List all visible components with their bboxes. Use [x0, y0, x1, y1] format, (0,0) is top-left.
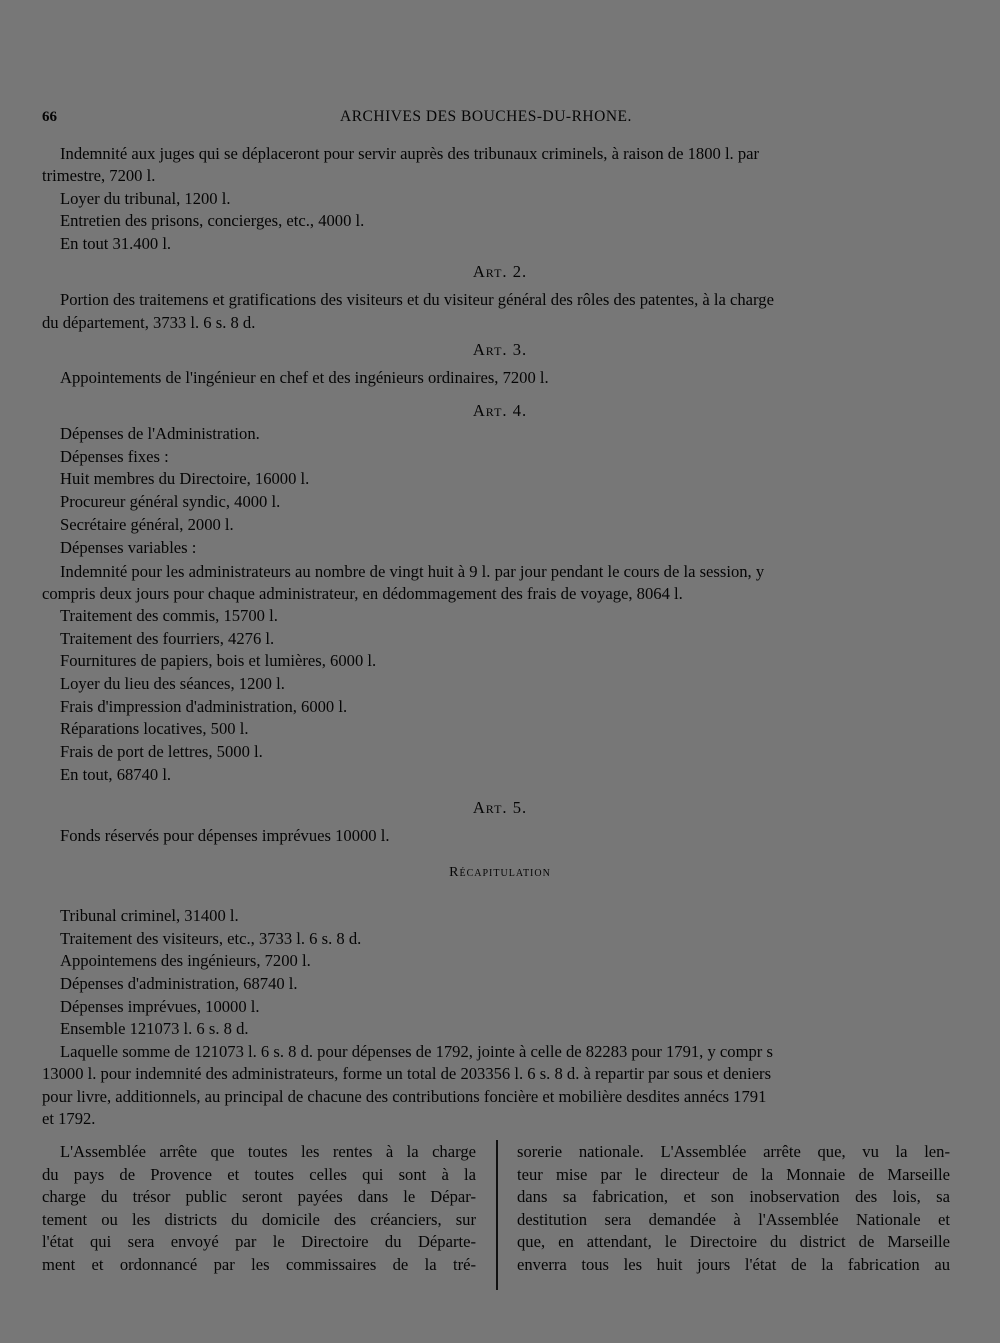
- recap-item: Appointemens des ingénieurs, 7200 l.: [60, 951, 311, 970]
- art2-line: Portion des traitemens et gratifications des visiteurs et du visiteur général des rôles des patentes, à la charge: [60, 290, 774, 309]
- art4-item: Frais d'impression d'administration, 6000 l.: [60, 697, 348, 716]
- column-line: destitution sera demandée à l'Assemblée Nationale et: [517, 1209, 950, 1229]
- recap-heading: Récapitulation: [449, 865, 551, 880]
- column-line: dans sa fabrication, et son inobservation des lois, sa: [517, 1187, 950, 1206]
- column-line: que, en attendant, le Directoire du district de Marseille: [517, 1232, 950, 1251]
- art4-item: Frais de port de lettres, 5000 l.: [60, 742, 263, 761]
- recap-item: Dépenses imprévues, 10000 l.: [60, 997, 260, 1016]
- column-line: ment et ordonnancé par les commissaires de la tré-: [42, 1254, 476, 1274]
- column-line: teur mise par le directeur de la Monnaie de Marseille: [517, 1164, 950, 1184]
- recap-paragraph-line: Laquelle somme de 121073 l. 6 s. 8 d. pour dépenses de 1792, jointe à celle de 82283 pour 1791, y compr s: [60, 1042, 773, 1061]
- column-line: charge du trésor public seront payées dans le Dépar-: [42, 1187, 476, 1206]
- recap-item: Dépenses d'administration, 68740 l.: [60, 974, 298, 993]
- art4-item: Loyer du lieu des séances, 1200 l.: [60, 674, 285, 693]
- column-divider: [496, 1140, 498, 1290]
- page-number: 66: [42, 109, 57, 125]
- art4-item: Traitement des fourriers, 4276 l.: [60, 629, 275, 648]
- recap-item: Tribunal criminel, 31400 l.: [60, 906, 239, 925]
- art4-item: Traitement des commis, 15700 l.: [60, 606, 278, 625]
- recap-paragraph-line: 13000 l. pour indemnité des administrateurs, forme un total de 203356 l. 6 s. 8 d. à repartir par sous et deniers: [42, 1064, 772, 1083]
- column-line: tement ou les districts du domicile des créanciers, sur: [42, 1209, 476, 1229]
- right-column: [517, 1141, 950, 1276]
- art4-total: En tout, 68740 l.: [60, 765, 172, 784]
- art4-line: Dépenses fixes :: [60, 447, 169, 466]
- column-line: sorerie nationale. L'Assemblée arrête que, vu la len-: [517, 1142, 950, 1161]
- art1-line: trimestre, 7200 l.: [42, 166, 156, 185]
- article-heading: Art. 2.: [472, 262, 528, 281]
- art4-line: Secrétaire général, 2000 l.: [60, 515, 234, 534]
- art4-indemnite-line: compris deux jours pour chaque administrateur, en dédommagement des frais de voyage, 8064 l.: [42, 584, 683, 603]
- art4-indemnite-line: Indemnité pour les administrateurs au nombre de vingt huit à 9 l. par jour pendant le cours de la session, y: [60, 562, 765, 581]
- column-line: du pays de Provence et toutes celles qui sont à la: [42, 1164, 476, 1184]
- article-heading: Art. 5.: [472, 798, 528, 817]
- recap-paragraph-line: et 1792.: [42, 1109, 96, 1128]
- art4-line: Huit membres du Directoire, 16000 l.: [60, 469, 310, 488]
- left-column: [42, 1141, 476, 1276]
- art3-line: Appointements de l'ingénieur en chef et des ingénieurs ordinaires, 7200 l.: [60, 368, 549, 387]
- art4-line: Dépenses variables :: [60, 538, 197, 557]
- recap-paragraph-line: pour livre, additionnels, au principal de chacune des contributions foncière et mobilière desdites annécs 1791: [42, 1087, 767, 1106]
- art4-line: Procureur général syndic, 4000 l.: [60, 492, 281, 511]
- art4-item: Fournitures de papiers, bois et lumières, 6000 l.: [60, 651, 377, 670]
- article-heading: Art. 3.: [472, 340, 528, 359]
- column-line: enverra tous les huit jours l'état de la fabrication au: [517, 1254, 950, 1274]
- art2-line: du département, 3733 l. 6 s. 8 d.: [42, 313, 256, 332]
- running-title: ARCHIVES DES BOUCHES-DU-RHONE.: [340, 108, 632, 125]
- recap-total: Ensemble 121073 l. 6 s. 8 d.: [60, 1019, 249, 1038]
- art1-line: Indemnité aux juges qui se déplaceront pour servir auprès des tribunaux criminels, à raison de 1800 l. par: [60, 144, 760, 163]
- art1-line: Entretien des prisons, concierges, etc., 4000 l.: [60, 211, 365, 230]
- art4-item: Réparations locatives, 500 l.: [60, 719, 249, 738]
- art1-line: Loyer du tribunal, 1200 l.: [60, 189, 231, 208]
- article-heading: Art. 4.: [472, 401, 528, 420]
- recap-item: Traitement des visiteurs, etc., 3733 l. 6 s. 8 d.: [60, 929, 362, 948]
- art4-line: Dépenses de l'Administration.: [60, 424, 260, 443]
- art5-line: Fonds réservés pour dépenses imprévues 10000 l.: [60, 826, 390, 845]
- column-line: L'Assemblée arrête que toutes les rentes à la charge: [60, 1142, 476, 1161]
- art1-total: En tout 31.400 l.: [60, 234, 172, 253]
- column-line: l'état qui sera envoyé par le Directoire du Départe-: [42, 1232, 476, 1251]
